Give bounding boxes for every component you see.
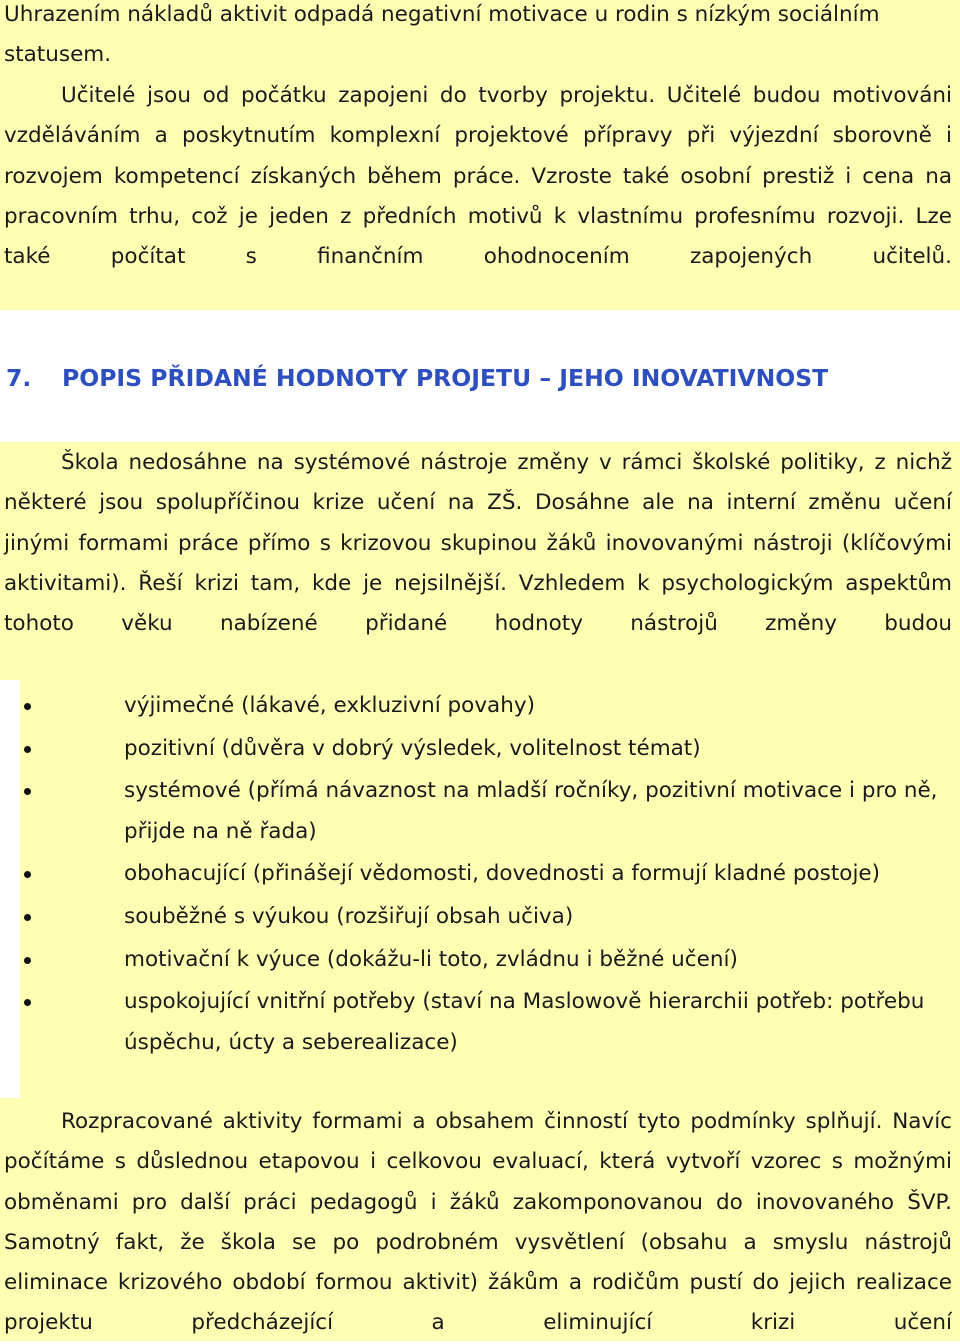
section-title: POPIS PŘIDANÉ HODNOTY PROJETU – JEHO INOVATIVNOST — [62, 364, 829, 392]
section-heading — [6, 356, 828, 400]
bullet-icon — [24, 788, 31, 795]
paragraph-line: Uhrazením nákladů aktivit odpadá negativní motivace u rodin s nízkým sociálním — [4, 2, 880, 27]
list-item — [0, 729, 960, 770]
bullet-list — [0, 686, 960, 1065]
list-item — [0, 897, 960, 938]
list-item — [0, 771, 960, 852]
bullet-icon — [24, 703, 31, 710]
list-item-text: obohacující (přinášejí vědomosti, dovednosti a formují kladné postoje) — [124, 861, 881, 887]
bullet-icon — [24, 871, 31, 878]
paragraph-closing: Rozpracované aktivity formami a obsahem činností tyto podmínky splňují. Navíc počítáme s důslednou etapovou i celkovou evaluací, která vytvoří vzorec s možnými obměnami pro další práci pedagogů i žáků zakomponovanou do inovovaného ŠVP. Samotný fakt, že škola se po podrobném vysvětlení (obsahu a smyslu nástrojů eliminace krizového období formou aktivit) žákům a rodičům pustí do jejich realizace projektu předcházející a eliminující krizi učení — [4, 1109, 952, 1336]
paragraph-line: statusem. — [4, 42, 112, 67]
list-item-text: souběžné s výukou (rozšiřují obsah učiva) — [124, 903, 574, 929]
bullet-icon — [24, 746, 31, 753]
paragraph-intro: Škola nedosáhne na systémové nástroje změny v rámci školské politiky, z nichž některé jsou spolupříčinou krize učení na ZŠ. Dosáhne ale na interní změnu učení jinými formami práce přímo s krizovou skupinou žáků inovovanými nástroji (klíčovými aktivitami). Řeší krizi tam, kde je nejsilnější. Vzhledem k psychologickým aspektům tohoto věku nabízené přidané hodnoty nástrojů změny budou — [4, 450, 952, 637]
list-item-text: pozitivní (důvěra v dobrý výsledek, volitelnost témat) — [124, 735, 701, 761]
list-item — [0, 686, 960, 727]
list-item — [0, 982, 960, 1063]
list-item-text: systémové (přímá návaznost na mladší ročníky, pozitivní motivace i pro ně, přijde na ně řada) — [124, 778, 938, 844]
bullet-icon — [24, 999, 31, 1006]
list-item-text: uspokojující vnitřní potřeby (staví na Maslowově hierarchii potřeb: potřebu úspěchu, úcty a seberealizace) — [124, 989, 925, 1055]
paragraph-teachers: Učitelé jsou od počátku zapojeni do tvorby projektu. Učitelé budou motivováni vzděláváním a poskytnutím komplexní projektové přípravy při výjezdní sborovně i rozvojem kompetencí získaných během práce. Vzroste také osobní prestiž i cena na pracovním trhu, což je jeden z předních motivů k vlastnímu profesnímu rozvoji. Lze také počítat s finančním ohodnocením zapojených učitelů. — [4, 83, 952, 270]
list-item-text: výjimečné (lákavé, exkluzivní povahy) — [124, 693, 535, 718]
section-number: 7. — [6, 364, 32, 392]
bullet-icon — [24, 957, 31, 964]
list-item-text: motivační k výuce (dokážu-li toto, zvládnu i běžné učení) — [124, 946, 738, 972]
bullet-icon — [24, 914, 31, 921]
list-item — [0, 854, 960, 895]
list-item — [0, 940, 960, 981]
